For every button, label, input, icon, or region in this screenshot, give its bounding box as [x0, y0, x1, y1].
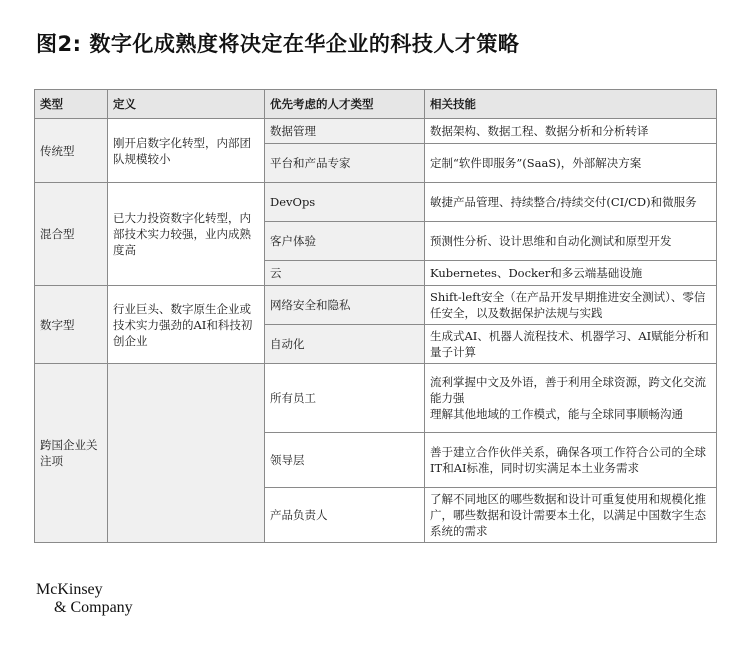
definition-multinational: [108, 364, 265, 543]
type-hybrid: 混合型: [35, 183, 108, 286]
table-row: [35, 364, 717, 433]
role-cell: 所有员工: [265, 364, 425, 433]
table-row: [35, 286, 717, 325]
definition-traditional: 刚开启数字化转型，内部团队规模较小: [108, 119, 265, 183]
skills-cell: 敏捷产品管理、持续整合/持续交付(CI/CD)和微服务: [425, 183, 717, 222]
type-digital: 数字型: [35, 286, 108, 364]
header-type: 类型: [35, 90, 108, 119]
skills-line: 流利掌握中文及外语，善于利用全球资源，跨文化交流能力强: [430, 375, 706, 405]
role-cell: DevOps: [265, 183, 425, 222]
skills-cell: 了解不同地区的哪些数据和设计可重复使用和规模化推广，哪些数据和设计需要本土化，以满足中国数字生态系统的需求: [425, 488, 717, 543]
mckinsey-logo: [36, 581, 133, 617]
role-cell: 自动化: [265, 325, 425, 364]
header-skills: 相关技能: [425, 90, 717, 119]
table-row: [35, 183, 717, 222]
page-title: 图2: 数字化成熟度将决定在华企业的科技人才策略: [36, 32, 520, 56]
definition-digital: 行业巨头、数字原生企业或技术实力强劲的AI和科技初创企业: [108, 286, 265, 364]
skills-cell: 数据架构、数据工程、数据分析和分析转译: [425, 119, 717, 144]
type-traditional: 传统型: [35, 119, 108, 183]
role-cell: 平台和产品专家: [265, 144, 425, 183]
role-cell: 数据管理: [265, 119, 425, 144]
role-cell: 产品负责人: [265, 488, 425, 543]
skills-line: 理解其他地域的工作模式，能与全球同事顺畅沟通: [430, 407, 683, 421]
skills-cell: 生成式AI、机器人流程技术、机器学习、AI赋能分析和量子计算: [425, 325, 717, 364]
skills-cell: 定制“软件即服务”(SaaS)，外部解决方案: [425, 144, 717, 183]
type-multinational: 跨国企业关注项: [35, 364, 108, 543]
skills-cell: Shift-left安全（在产品开发早期推进安全测试）、零信任安全，以及数据保护法规与实践: [425, 286, 717, 325]
table-header-row: [35, 90, 717, 119]
role-cell: 云: [265, 261, 425, 286]
skills-cell: 善于建立合作伙伴关系，确保各项工作符合公司的全球IT和AI标准，同时切实满足本土业务需求: [425, 433, 717, 488]
role-cell: 网络安全和隐私: [265, 286, 425, 325]
header-definition: 定义: [108, 90, 265, 119]
role-cell: 领导层: [265, 433, 425, 488]
header-talent-type: 优先考虑的人才类型: [265, 90, 425, 119]
skills-cell: 预测性分析、设计思维和自动化测试和原型开发: [425, 222, 717, 261]
skills-cell: [425, 364, 717, 433]
definition-hybrid: 已大力投资数字化转型，内部技术实力较强，业内成熟度高: [108, 183, 265, 286]
table-row: [35, 119, 717, 144]
talent-strategy-table: [34, 89, 717, 543]
logo-line-2: & Company: [54, 599, 133, 616]
logo-line-1: McKinsey: [36, 581, 103, 598]
skills-cell: Kubernetes、Docker和多云端基础设施: [425, 261, 717, 286]
role-cell: 客户体验: [265, 222, 425, 261]
